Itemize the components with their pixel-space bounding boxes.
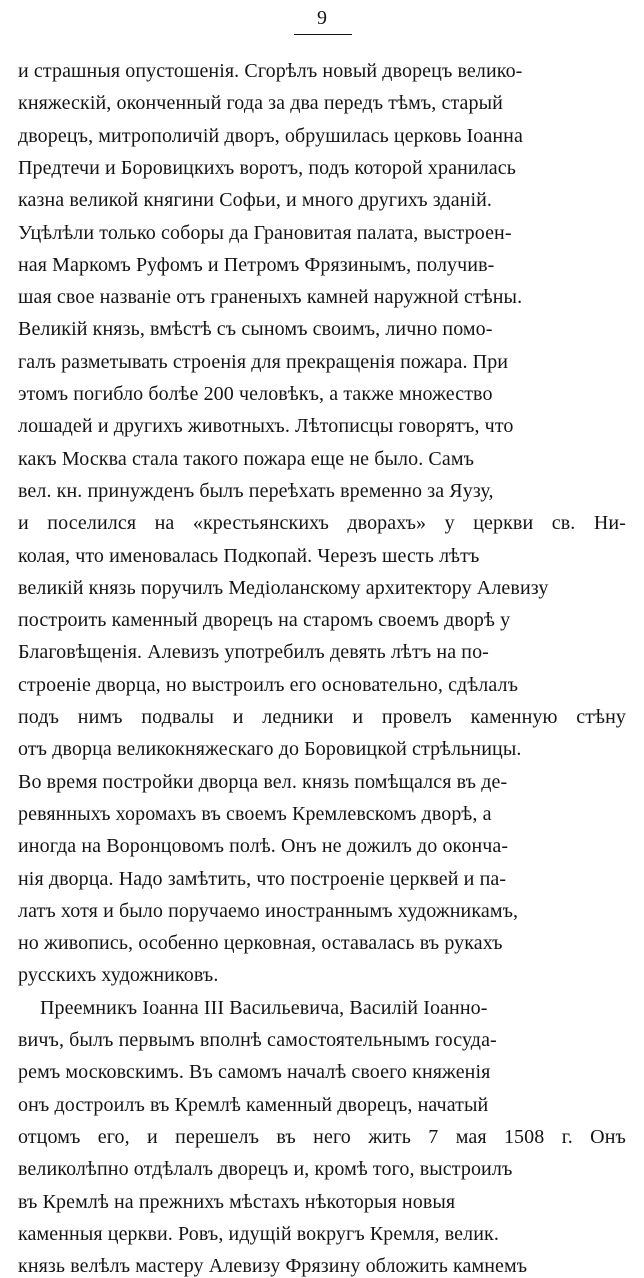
text-line: въ Кремлѣ на прежнихъ мѣстахъ нѣкоторыя новыя (18, 1190, 456, 1213)
text-line: Великій князь, вмѣстѣ съ сыномъ своимъ, лично помо- (18, 318, 493, 341)
text-line: русскихъ художниковъ. (18, 964, 219, 987)
text-line: Предтечи и Боровицкихъ воротъ, подъ которой хранилась (18, 156, 516, 179)
text-line: ремъ московскимъ. Въ самомъ началѣ своего княженія (18, 1061, 491, 1084)
text-line: великолѣпно отдѣлалъ дворецъ и, кромѣ того, выстроилъ (18, 1158, 513, 1181)
text-line: построить каменный дворецъ на старомъ своемъ дворѣ у (18, 609, 511, 632)
text-line: ревянныхъ хоромахъ въ своемъ Кремлевскомъ дворѣ, а (18, 802, 492, 825)
text-line: Благовѣщенія. Алевизъ употребилъ девять лѣтъ на по- (18, 641, 489, 664)
text-line: иногда на Воронцовомъ полѣ. Онъ не дожилъ до оконча- (18, 835, 509, 858)
text-line: казна великой княгини Софьи, и много другихъ зданій. (18, 189, 493, 212)
text-line: Преемникъ Іоанна III Васильевича, Василій Іоанно- (40, 996, 488, 1019)
text-line: онъ достроилъ въ Кремлѣ каменный дворецъ, начатый (18, 1093, 489, 1116)
text-line: латъ хотя и было поручаемо иностраннымъ художникамъ, (18, 899, 519, 922)
text-line: дворецъ, митрополичій дворъ, обрушилась церковь Іоанна (18, 124, 523, 147)
text-line: великій князь поручилъ Медіоланскому архитектору Алевизу (18, 576, 549, 599)
text-line: Во время постройки дворца вел. князь помѣщался въ де- (18, 770, 508, 793)
text-line: строеніе дворца, но выстроилъ его основательно, сдѣлалъ (18, 673, 519, 696)
text-line: но живопись, особенно церковная, оставалась въ рукахъ (18, 932, 503, 955)
text-line: княжескій, оконченный года за два передъ тѣмъ, старый (18, 92, 503, 115)
text-line: каменныя церкви. Ровъ, идущій вокругъ Кремля, велик. (18, 1222, 499, 1245)
text-line: подъ нимъ подвалы и ледники и провелъ каменную стѣну (18, 706, 626, 728)
text-line: князь велѣлъ мастеру Алевизу Фрязину обложить камнемъ (18, 1255, 528, 1278)
text-line: какъ Москва стала такого пожара еще не было. Самъ (18, 447, 475, 470)
text-line: отъ дворца великокняжескаго до Боровицкой стрѣльницы. (18, 738, 522, 761)
text-line: нія дворца. Надо замѣтить, что построеніе церквей и па- (18, 867, 507, 890)
text-line: отцомъ его, и перешелъ въ него жить 7 мая 1508 г. Онъ (18, 1125, 626, 1148)
text-line: галъ разметывать строенія для прекращенія пожара. При (18, 350, 509, 373)
text-line: и поселился на «крестьянскихъ дворахъ» у церкви св. Ни- (18, 512, 626, 535)
text-line: и страшныя опустошенія. Сгорѣлъ новый дворецъ велико- (18, 60, 523, 82)
text-line: лошадей и другихъ животныхъ. Лѣтописцы говорятъ, что (18, 415, 514, 438)
text-line: этомъ погибло болѣе 200 человѣкъ, а также множество (18, 383, 493, 405)
header-rule (294, 34, 352, 35)
text-line: колая, что именовалась Подкопай. Черезъ шесть лѣтъ (18, 544, 480, 567)
text-line: вичъ, былъ первымъ вполнѣ самостоятельнымъ госуда- (18, 1029, 497, 1051)
text-line: Уцѣлѣли только соборы да Грановитая палата, выстроен- (18, 221, 512, 244)
page-number: 9 (317, 7, 327, 29)
text-line: шая свое названіе отъ граненыхъ камней наружной стѣны. (18, 286, 523, 309)
text-line: ная Маркомъ Руфомъ и Петромъ Фрязинымъ, получив- (18, 253, 495, 276)
text-line: вел. кн. принужденъ былъ переѣхать временно за Яузу, (18, 479, 494, 502)
